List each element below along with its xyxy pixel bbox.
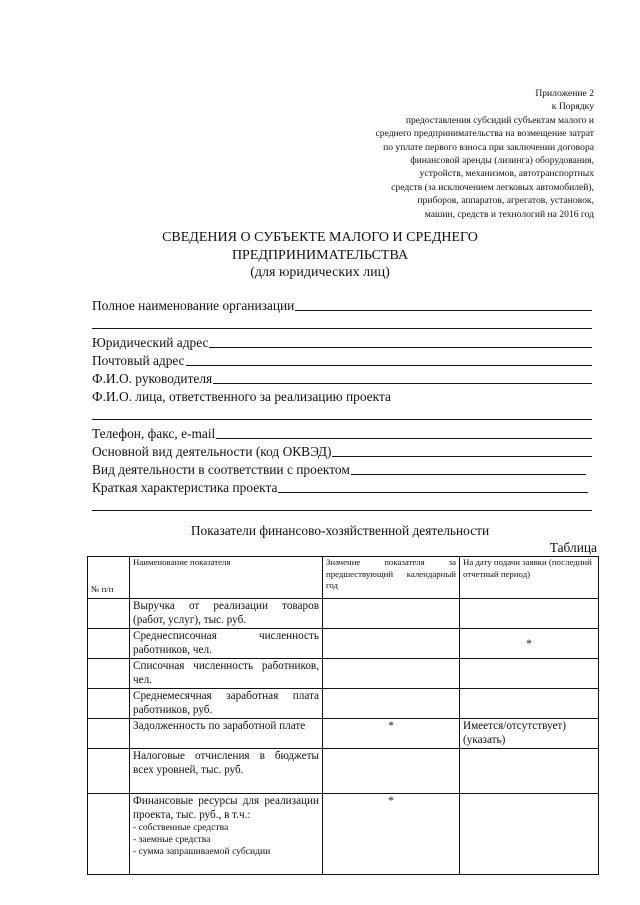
table-row [88,689,599,719]
director-line[interactable] [213,383,592,384]
table-row [88,719,599,749]
project-summary-field[interactable] [92,478,588,496]
table-row [88,629,599,659]
postal-address-field[interactable] [92,351,592,369]
responsible-field [92,387,592,405]
phone-line[interactable] [216,438,592,439]
row-date-cell[interactable] [460,689,599,719]
row-prev-cell[interactable] [323,689,460,719]
row-name-text: Финансовые ресурсы для реализации проекта, тыс. руб., в т.ч.: [133,795,319,821]
row-name-cell: Среднемесячная заработная плата работников, руб. [130,689,323,719]
row-date-cell[interactable] [460,794,599,875]
document-title [0,229,640,282]
row-name-cell: Среднесписочная численность работников, чел. [130,629,323,659]
row-prev-cell[interactable] [323,749,460,794]
appendix-line: к Порядку [551,101,594,113]
sub-item: - сумма запрашиваемой субсидии [133,846,271,857]
sub-item: - заемные средства [133,834,211,845]
project-summary-field-cont[interactable] [92,496,592,514]
project-activity-line[interactable] [351,474,586,475]
appendix-line: предоставления субсидий субъектам малого и [405,114,594,126]
row-name-cell: Списочная численность работников, чел. [130,659,323,689]
appendix-line: по уплате первого взноса при заключении договора [383,141,594,153]
row-prev-cell[interactable] [323,629,460,659]
table-row [88,659,599,689]
postal-address-label: Почтовый адрес [92,352,185,368]
appendix-line: устройств, механизмов, автотранспортных [419,168,594,180]
form-fields [92,296,592,514]
legal-address-field[interactable] [92,332,592,350]
row-num-cell [88,659,130,689]
table-row [88,599,599,629]
row-prev-cell[interactable] [323,599,460,629]
row-num-cell [88,599,130,629]
phone-field[interactable] [92,423,592,441]
row-name-cell: Налоговые отчисления в бюджеты всех уровней, тыс. руб. [130,749,323,794]
appendix-line: среднего предпринимательства на возмещение затрат [375,128,594,140]
project-summary-line-2[interactable] [92,510,592,511]
table-row [88,749,599,794]
appendix-line: средств (за исключением легковых автомобилей), [391,181,594,193]
header-date: На дату подачи заявки (последний отчетный период) [460,557,599,599]
row-date-cell[interactable] [460,659,599,689]
org-name-field[interactable] [92,296,592,314]
appendix-line: машин, средств и технологий на 2016 год [424,208,594,220]
header-num: № п/п [88,557,130,599]
org-name-line[interactable] [295,310,592,311]
postal-address-line[interactable] [186,365,592,366]
main-activity-label: Основной вид деятельности (код ОКВЭД) [92,443,332,459]
row-prev-cell[interactable]: * [323,794,460,875]
row-num-cell [88,719,130,749]
director-field[interactable] [92,369,592,387]
header-name: Наименование показателя [130,557,323,599]
row-date-cell[interactable] [460,599,599,629]
row-date-cell[interactable]: * [460,629,599,659]
org-name-line-2[interactable] [92,328,592,329]
responsible-field-cont[interactable] [92,405,592,423]
responsible-label: Ф.И.О. лица, ответственного за реализацию проекта [92,389,391,405]
org-name-label: Полное наименование организации [92,298,295,314]
row-num-cell [88,794,130,875]
project-activity-field[interactable] [92,460,586,478]
title-line-1: СВЕДЕНИЯ О СУБЪЕКТЕ МАЛОГО И СРЕДНЕГО [162,230,478,245]
table-section-title: Показатели финансово-хозяйственной деятельности [190,523,490,538]
table-row [88,794,599,875]
appendix-line: финансовой аренды (лизинга) оборудования, [410,155,594,167]
responsible-line[interactable] [92,419,592,420]
row-num-cell [88,629,130,659]
row-name-cell: Выручка от реализации товаров (работ, услуг), тыс. руб. [130,599,323,629]
row-prev-cell[interactable]: * [323,719,460,749]
row-date-cell[interactable]: Имеется/отсутствует) (указать) [460,719,599,749]
sub-item: - собственные средства [133,822,229,833]
row-date-cell[interactable] [460,749,599,794]
appendix-line: приборов, аппаратов, агрегатов, установок, [417,195,594,207]
row-num-cell [88,689,130,719]
director-label: Ф.И.О. руководителя [92,370,213,386]
row-name-cell [130,794,323,875]
row-num-cell [88,749,130,794]
appendix-note [274,87,594,221]
project-activity-label: Вид деятельности в соответствии с проектом [92,461,350,477]
phone-label: Телефон, факс, e-mail [92,425,216,441]
project-summary-label: Краткая характеристика проекта [92,480,278,496]
title-subtitle: (для юридических лиц) [250,265,390,280]
org-name-field-cont[interactable] [92,314,592,332]
header-prev: Значение показателя за предшествующий календарный год [323,557,460,599]
legal-address-label: Юридический адрес [92,334,209,350]
legal-address-line[interactable] [209,347,592,348]
row-name-cell: Задолженность по заработной плате [130,719,323,749]
project-summary-line[interactable] [278,492,588,493]
table-header-row [88,557,599,599]
appendix-line: Приложение 2 [535,88,594,99]
title-line-2: ПРЕДПРИНИМАТЕЛЬСТВА [231,247,409,263]
main-activity-line[interactable] [332,456,592,457]
row-prev-cell[interactable] [323,659,460,689]
financial-table [87,556,599,875]
table-label: Таблица [549,540,597,555]
main-activity-field[interactable] [92,442,592,460]
